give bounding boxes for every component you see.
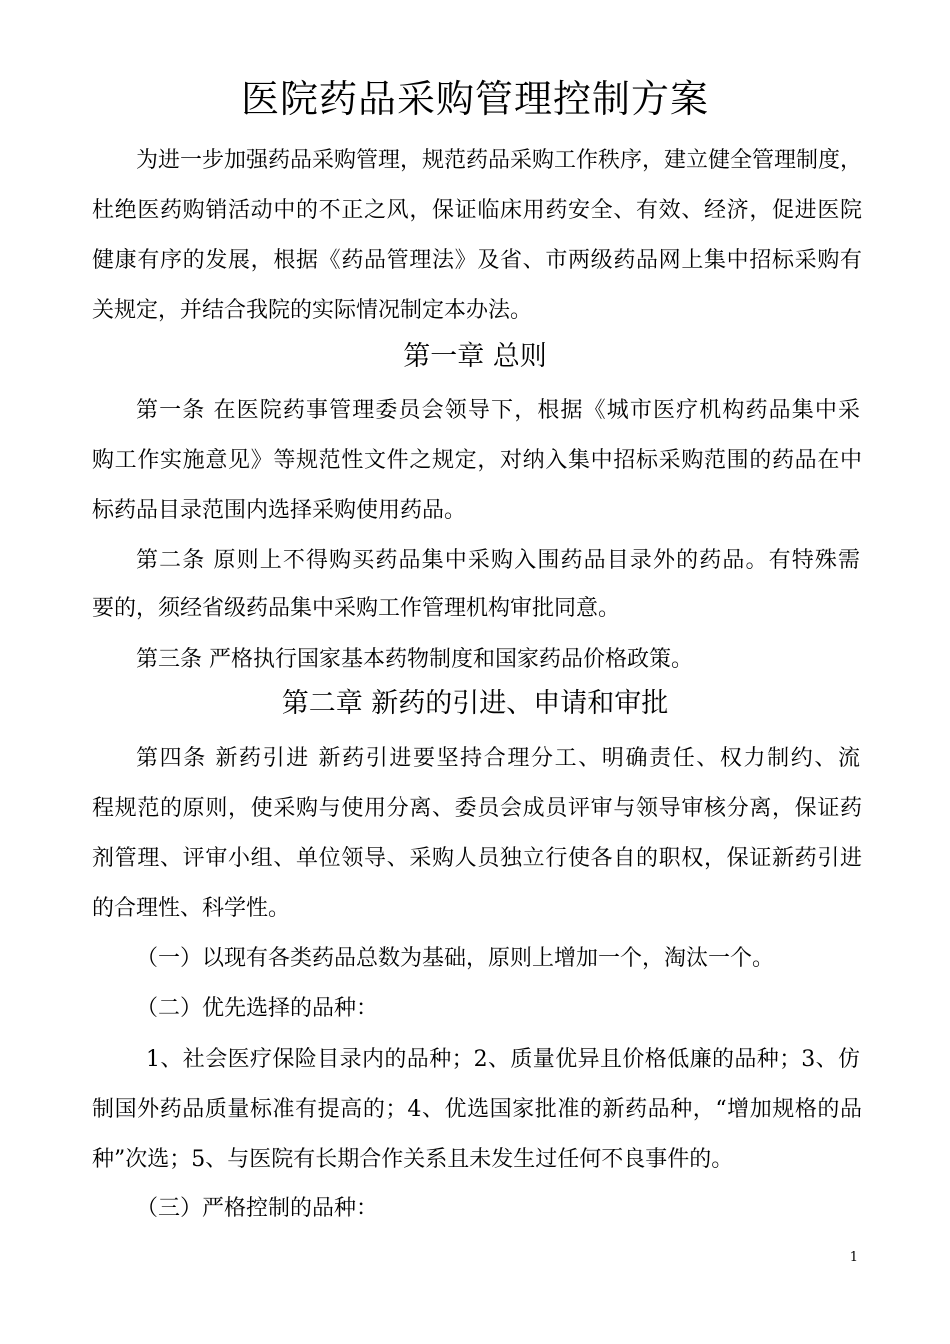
item-2: （二）优先选择的品种： [136, 996, 379, 1021]
item-2-detail-line-1: 1、社会医疗保险目录内的品种；2、质量优异且价格低廉的品种；3、仿 [146, 1047, 860, 1072]
article-1-line-3: 标药品目录范围内选择采购使用药品。 [92, 498, 467, 523]
article-4-line-3: 剂管理、评审小组、单位领导、采购人员独立行使各自的职权，保证新药引进 [92, 846, 862, 871]
chapter-1-heading: 第一章 总则 [403, 341, 547, 372]
article-4-line-4: 的合理性、科学性。 [92, 896, 291, 921]
intro-line-3: 健康有序的发展，根据《药品管理法》及省、市两级药品网上集中招标采购有 [92, 248, 862, 273]
chapter-2-heading: 第二章 新药的引进、申请和审批 [281, 688, 669, 719]
intro-line-1: 为进一步加强药品采购管理，规范药品采购工作秩序，建立健全管理制度， [136, 148, 863, 173]
article-4-line-1: 第四条 新药引进 新药引进要坚持合理分工、明确责任、权力制约、流 [136, 746, 860, 771]
article-1-line-2: 购工作实施意见》等规范性文件之规定，对纳入集中招标采购范围的药品在中 [92, 448, 862, 473]
document-title: 医院药品采购管理控制方案 [240, 77, 709, 121]
intro-line-4: 关规定，并结合我院的实际情况制定本办法。 [92, 298, 533, 323]
article-1-line-1: 第一条 在医院药事管理委员会领导下，根据《城市医疗机构药品集中采 [136, 398, 860, 423]
page-number: 1 [849, 1250, 858, 1265]
article-4-line-2: 程规范的原则，使采购与使用分离、委员会成员评审与领导审核分离，保证药 [92, 796, 862, 821]
item-3: （三）严格控制的品种： [136, 1196, 379, 1221]
article-3-line-1: 第三条 严格执行国家基本药物制度和国家药品价格政策。 [136, 647, 693, 672]
article-2-line-2: 要的，须经省级药品集中采购工作管理机构审批同意。 [92, 596, 621, 621]
item-2-detail-line-3: 种”次选；5、与医院有长期合作关系且未发生过任何不良事件的。 [92, 1147, 734, 1172]
intro-line-2: 杜绝医药购销活动中的不正之风，保证临床用药安全、有效、经济，促进医院 [92, 198, 862, 223]
article-2-line-1: 第二条 原则上不得购买药品集中采购入围药品目录外的药品。有特殊需 [136, 548, 860, 573]
item-2-detail-line-2: 制国外药品质量标准有提高的；4、优选国家批准的新药品种，“增加规格的品 [92, 1097, 862, 1122]
item-1: （一）以现有各类药品总数为基础，原则上增加一个，淘汰一个。 [136, 946, 775, 971]
